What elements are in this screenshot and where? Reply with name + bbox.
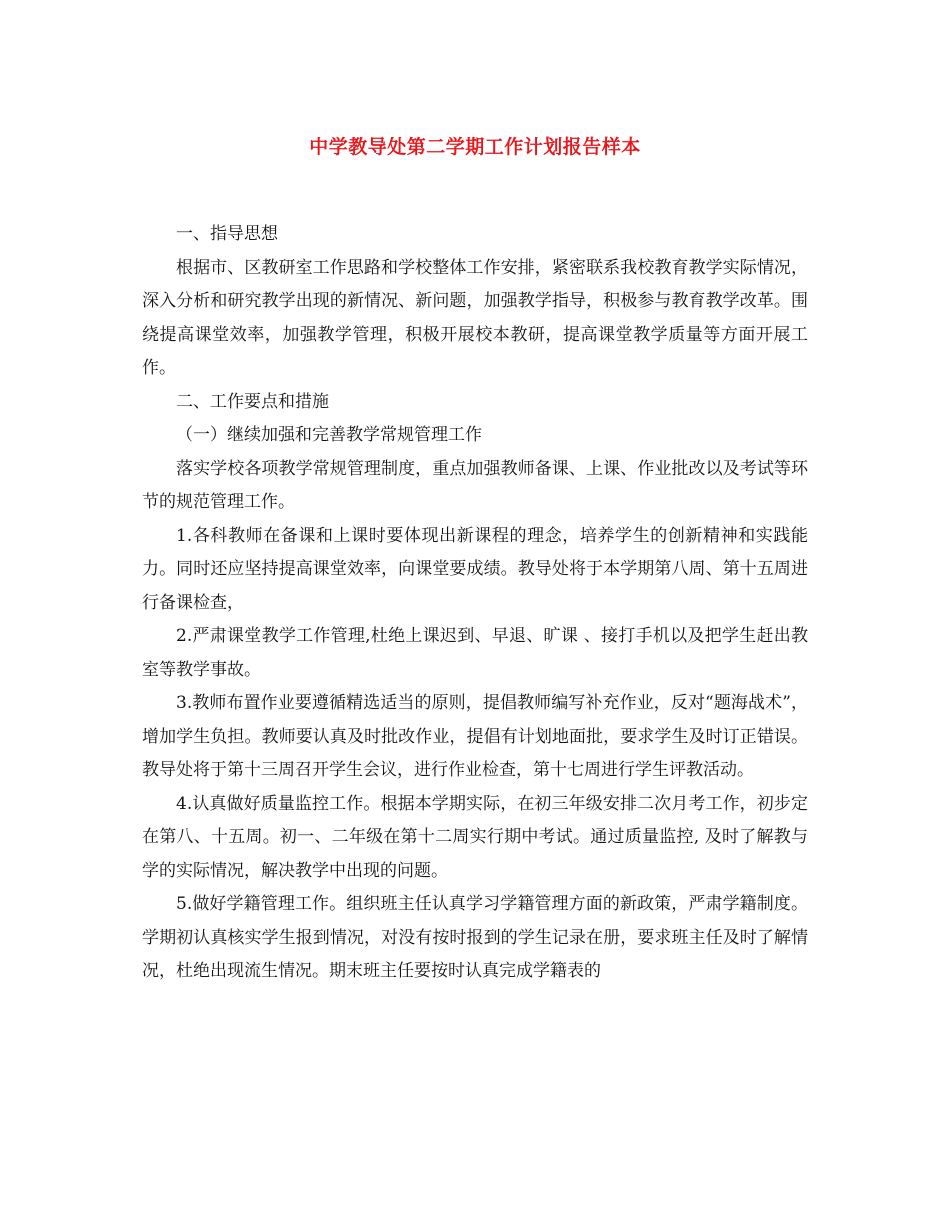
list-item-4: 4.认真做好质量监控工作。根据本学期实际，在初三年级安排二次月考工作，初步定在第八、十五周。初一、二年级在第十二周实行期中考试。通过质量监控, 及时了解教与学的实际情况，解决教学中出现的问题。	[142, 793, 808, 881]
section-heading-key-points: 二、工作要点和措施	[176, 391, 329, 412]
document-body	[142, 218, 808, 989]
paragraph-guiding-ideology: 根据市、区教研室工作思路和学校整体工作安排，紧密联系我校教育教学实际情况，深入分析和研究教学出现的新情况、新问题，加强教学指导，积极参与教育教学改革。围绕提高课堂效率，加强教学管理，积极开展校本教研，提高课堂教学质量等方面开展工作。	[142, 257, 808, 378]
paragraph-routine-management: 落实学校各项教学常规管理制度，重点加强教师备课、上课、作业批改以及考试等环节的规范管理工作。	[142, 458, 808, 512]
list-item-5: 5.做好学籍管理工作。组织班主任认真学习学籍管理方面的新政策，严肃学籍制度。学期初认真核实学生报到情况，对没有按时报到的学生记录在册，要求班主任及时了解情况，杜绝出现流生情况。期末班主任要按时认真完成学籍表的	[142, 894, 808, 981]
document-title: 中学教导处第二学期工作计划报告样本	[309, 136, 641, 158]
subsection-heading-routine-management: （一）继续加强和完善教学常规管理工作	[176, 425, 482, 445]
list-item-2: 2.严肃课堂教学工作管理,杜绝上课迟到、早退、旷课 、接打手机以及把学生赶出教室等教学事故。	[142, 626, 808, 680]
list-item-3: 3.教师布置作业要遵循精选适当的原则，提倡教师编写补充作业，反对“题海战术”，增加学生负担。教师要认真及时批改作业，提倡有计划地面批，要求学生及时订正错误。教导处将于第十三周召开学生会议，进行作业检查，第十七周进行学生评教活动。	[142, 693, 808, 780]
list-item-1: 1.各科教师在备课和上课时要体现出新课程的理念，培养学生的创新精神和实践能力。同时还应坚持提高课堂效率，向课堂要成绩。教导处将于本学期第八周、第十五周进行备课检查，	[142, 525, 808, 613]
section-heading-guiding-ideology: 一、指导思想	[176, 224, 278, 244]
